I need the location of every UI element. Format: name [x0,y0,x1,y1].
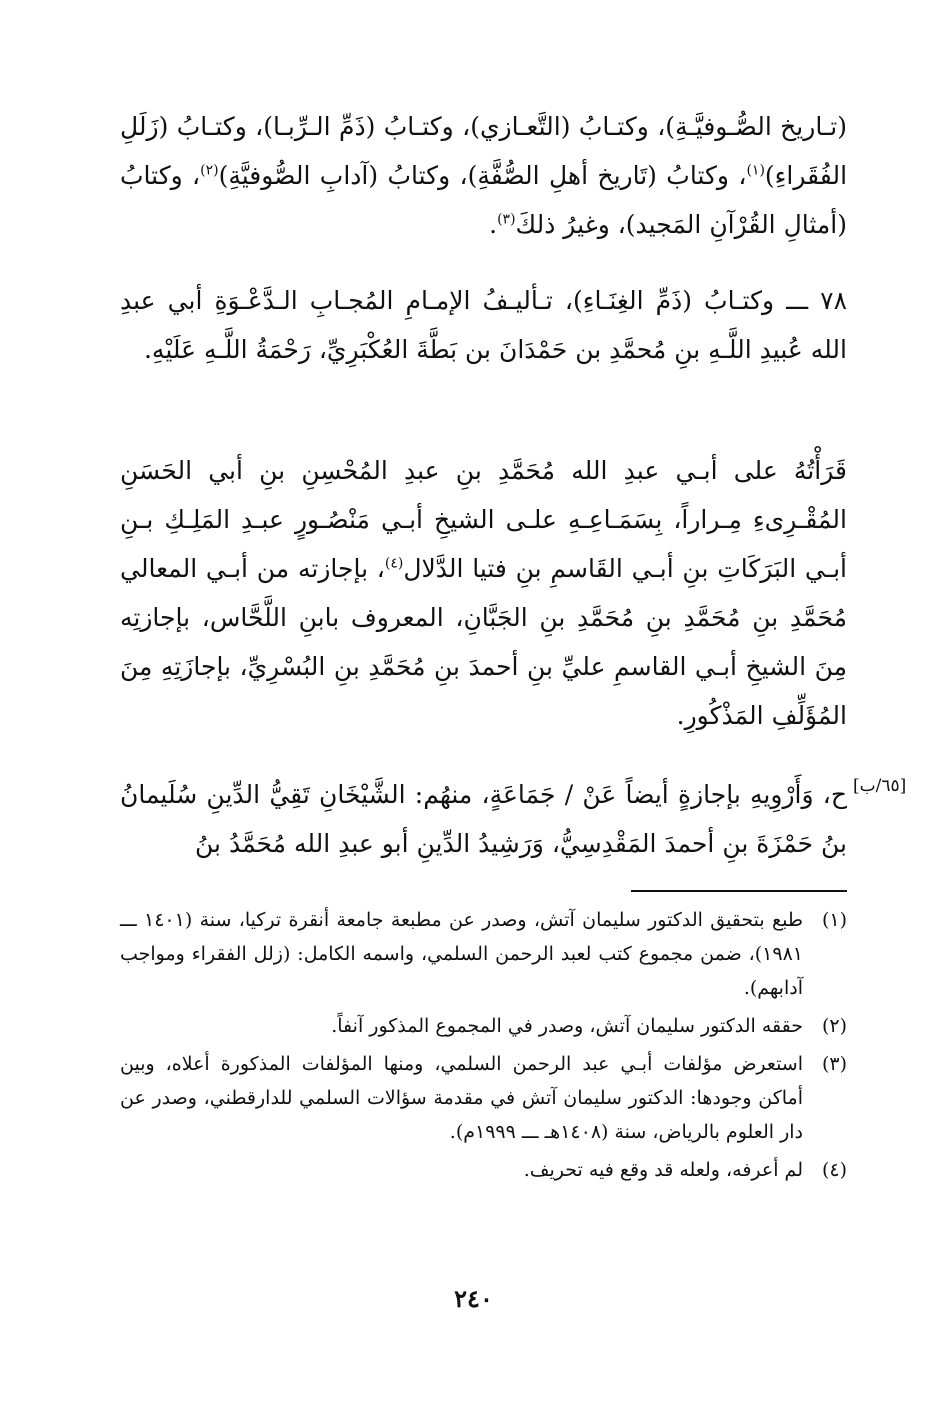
footnote-number: (٢) [821,1015,847,1037]
footnote-ref-1: (١) [746,162,765,179]
text-run: ، بإجازته من أبـي المعالي مُحَمَّدِ بنِ مُحَمَّدِ بنِ مُحَمَّدِ بنِ الجَبَّانِ، المعروف بابنِ اللَّحَّاس، بإجازتِه مِنَ الشيخِ أبـي القاسمِ عليِّ بنِ أحمدَ بنِ مُحَمَّدِ بنِ البُسْرِيِّ، بإجازَتِهِ مِنَ المُؤَلِّفِ المَذْكُورِ. [120,554,847,730]
paragraph-text: ح، وَأَرْوِيهِ بإجازةٍ أيضاً عَنْ / جَمَاعَةٍ، منهُم: الشَّيْخَانِ تَقِيُّ الدِّينِ سُلَيمانُ بنُ حَمْزَةَ بنِ أحمدَ المَقْدِسِيُّ، وَرَشِيدُ الدِّينِ أبو عبدِ الله مُحَمَّدُ بنُ [120,780,847,858]
manuscript-folio-marker: [٦٥/ب] [853,776,907,796]
footnote-2 [120,1009,847,1043]
paragraph-text: ٧٨ ـــ وكتـابُ (ذَمِّ الغِنَـاءِ)، تـأليـفُ الإمـامِ المُجـابِ الـدَّعْـوَةِ أبي عبدِ الله عُبيدِ اللَّـهِ بنِ مُحمَّدِ بن حَمْدَانَ بن بَطَّةَ العُكْبَرِيِّ، رَحْمَةُ اللَّـهِ عَلَيْهِ. [120,286,847,364]
text-run: ، وكتابُ (أمثالِ القُرْآنِ المَجيد)، وغيرُ ذلكَ [120,161,847,239]
footnote-text: طبع بتحقيق الدكتور سليمان آتش، وصدر عن مطبعة جامعة أنقرة تركيا، سنة (١٤٠١ ـــ ١٩٨١)، ضمن مجموع كتب لعبد الرحمن السلمي، واسمه الكامل: (زلل الفقراء ومواجب آدابهم). [120,909,803,999]
footnote-text: حققه الدكتور سليمان آتش، وصدر في المجموع المذكور آنفاً. [331,1015,803,1037]
text-run: قَرَأْتُهُ على أبـي عبدِ الله مُحَمَّدِ بنِ عبدِ المُحْسِنِ بنِ أبي الحَسَنِ المُقْـرِىءِ مِـراراً، بِسَمَـاعِـهِ علـى الشيخِ أبـي مَنْصُـورٍ عبـدِ المَلِـكِ بـنِ أبـي البَرَكَاتِ بنِ أبـي القَاسمِ بنِ فتيا الدَّلال [120,456,847,583]
footnote-number: (٣) [821,1053,847,1075]
footnote-number: (٤) [821,1159,847,1181]
footnote-ref-4: (٤) [384,555,404,572]
footnote-text: استعرض مؤلفات أبـي عبد الرحمن السلمي، ومنها المؤلفات المذكورة أعلاه، وبين أماكن وجودها: الدكتور سليمان آتش في مقدمة سؤالات السلمي للدارقطني، وصدر عن دار العلوم بالرياض، سنة (١٤٠٨هـ ـــ ١٩٩٩م). [120,1053,803,1143]
text-run: . [489,210,498,239]
footnote-4 [120,1153,847,1187]
paragraph-entry-78 [120,276,847,374]
footnote-1 [120,903,847,1005]
footnote-number: (١) [821,909,847,931]
footnote-ref-3: (٣) [497,211,516,228]
footnote-separator [631,890,847,892]
footnotes [120,903,847,1191]
text-run: (تـاريخ الصُّـوفيَّـةِ)، وكتـابُ (التَّعـازي)، وكتـابُ (ذَمِّ الـرِّبـا)، وكتـابُ (زَلَلِ الفُقَراءِ) [120,112,848,190]
text-run: ، وكتابُ (تَاريخ أهلِ الصُّفَّةِ)، وكتابُ (آدابِ الصُّوفيَّةِ) [218,161,747,190]
paragraph-text [120,446,847,740]
footnote-3 [120,1047,847,1149]
page-number: ٢٤٠ [454,1284,493,1313]
footnote-ref-2: (٢) [200,162,219,179]
paragraph-chain-of-transmission [120,446,847,740]
paragraph-additional-chain [120,770,847,868]
paragraph-book-list [120,102,847,249]
footnote-text: لم أعرفه، ولعله قد وقع فيه تحريف. [523,1159,803,1181]
paragraph-text [120,102,847,249]
